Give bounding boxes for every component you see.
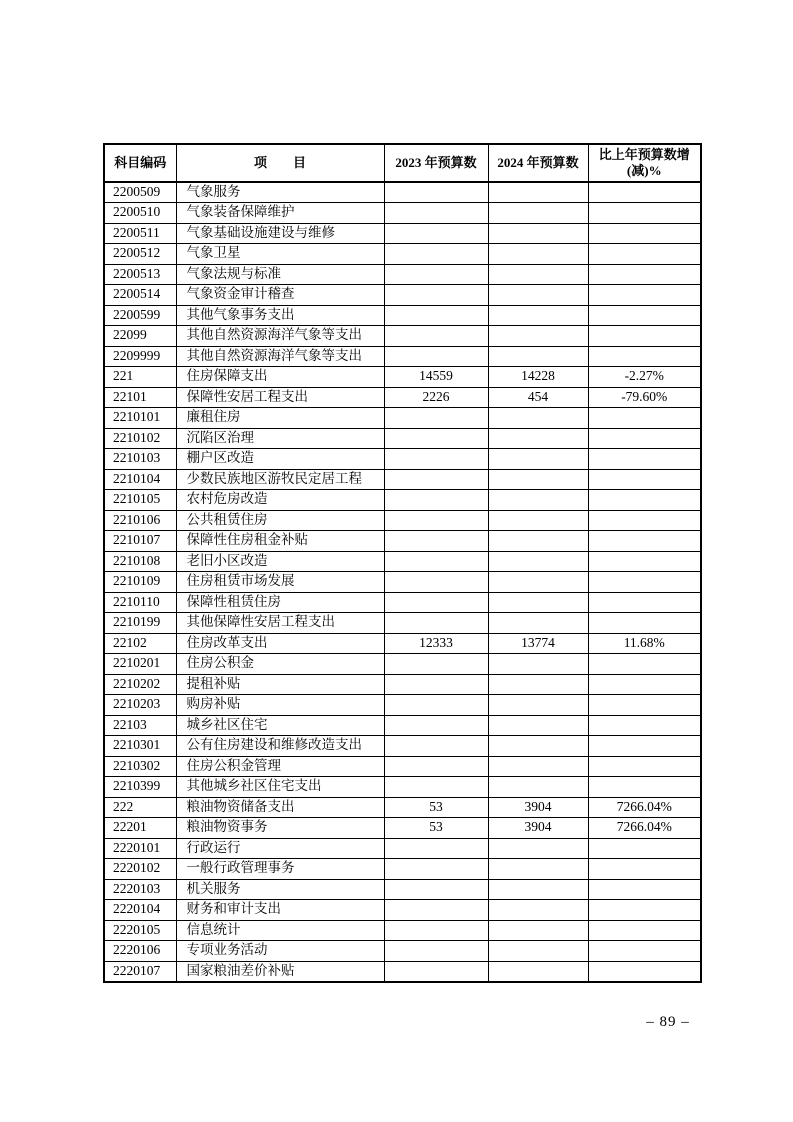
code-cell: 2200512	[104, 244, 176, 265]
table-row	[104, 674, 701, 695]
budget-2023-cell	[384, 920, 488, 941]
change-cell	[588, 736, 701, 757]
change-cell	[588, 715, 701, 736]
table-row	[104, 531, 701, 552]
change-cell	[588, 531, 701, 552]
budget-2023-cell	[384, 244, 488, 265]
change-cell	[588, 592, 701, 613]
change-cell	[588, 654, 701, 675]
budget-2023-cell	[384, 531, 488, 552]
budget-2024-cell	[488, 223, 588, 244]
code-cell: 2220105	[104, 920, 176, 941]
change-cell: 7266.04%	[588, 818, 701, 839]
budget-2024-cell	[488, 531, 588, 552]
item-cell: 气象法规与标准	[176, 264, 384, 285]
table-row	[104, 264, 701, 285]
code-cell: 2210203	[104, 695, 176, 716]
code-cell: 22201	[104, 818, 176, 839]
budget-2024-cell	[488, 695, 588, 716]
budget-2023-cell	[384, 736, 488, 757]
table-row	[104, 346, 701, 367]
item-cell: 专项业务活动	[176, 941, 384, 962]
item-cell: 农村危房改造	[176, 490, 384, 511]
budget-2024-cell: 3904	[488, 818, 588, 839]
change-cell	[588, 941, 701, 962]
table-row	[104, 879, 701, 900]
header-item: 项 目	[176, 144, 384, 182]
code-cell: 2210108	[104, 551, 176, 572]
budget-2024-cell	[488, 879, 588, 900]
change-cell	[588, 244, 701, 265]
change-cell	[588, 510, 701, 531]
table-row	[104, 695, 701, 716]
budget-2024-cell	[488, 941, 588, 962]
code-cell: 2220106	[104, 941, 176, 962]
budget-2024-cell	[488, 736, 588, 757]
budget-2024-cell	[488, 449, 588, 470]
budget-2024-cell	[488, 900, 588, 921]
budget-2023-cell	[384, 551, 488, 572]
budget-2023-cell	[384, 941, 488, 962]
code-cell: 2220102	[104, 859, 176, 880]
item-cell: 其他城乡社区住宅支出	[176, 777, 384, 798]
item-cell: 一般行政管理事务	[176, 859, 384, 880]
budget-2024-cell	[488, 346, 588, 367]
change-cell	[588, 859, 701, 880]
code-cell: 2200509	[104, 182, 176, 203]
code-cell: 2200514	[104, 285, 176, 306]
item-cell: 气象资金审计稽查	[176, 285, 384, 306]
item-cell: 住房公积金管理	[176, 756, 384, 777]
change-cell: -2.27%	[588, 367, 701, 388]
code-cell: 2200599	[104, 305, 176, 326]
change-cell	[588, 182, 701, 203]
change-cell	[588, 264, 701, 285]
table-row	[104, 613, 701, 634]
table-row	[104, 633, 701, 654]
budget-2023-cell	[384, 510, 488, 531]
budget-2024-cell	[488, 592, 588, 613]
code-cell: 2210202	[104, 674, 176, 695]
code-cell: 2210201	[104, 654, 176, 675]
budget-2023-cell	[384, 900, 488, 921]
code-cell: 22101	[104, 387, 176, 408]
table-row	[104, 469, 701, 490]
budget-2024-cell	[488, 469, 588, 490]
budget-2023-cell	[384, 572, 488, 593]
table-row	[104, 408, 701, 429]
header-change	[588, 144, 701, 182]
item-cell: 其他自然资源海洋气象等支出	[176, 326, 384, 347]
table-header	[104, 144, 701, 182]
budget-2023-cell	[384, 654, 488, 675]
budget-2024-cell	[488, 428, 588, 449]
budget-2023-cell	[384, 223, 488, 244]
budget-2024-cell: 454	[488, 387, 588, 408]
header-budget-2024: 2024 年预算数	[488, 144, 588, 182]
budget-2023-cell	[384, 326, 488, 347]
item-cell: 住房保障支出	[176, 367, 384, 388]
budget-2024-cell	[488, 920, 588, 941]
budget-2023-cell	[384, 203, 488, 224]
change-cell	[588, 551, 701, 572]
code-cell: 2220104	[104, 900, 176, 921]
change-cell	[588, 449, 701, 470]
change-cell	[588, 346, 701, 367]
table-row	[104, 367, 701, 388]
item-cell: 国家粮油差价补贴	[176, 961, 384, 982]
table-row	[104, 715, 701, 736]
budget-2023-cell	[384, 613, 488, 634]
code-cell: 22103	[104, 715, 176, 736]
code-cell: 2200511	[104, 223, 176, 244]
change-cell	[588, 428, 701, 449]
code-cell: 2220103	[104, 879, 176, 900]
change-cell	[588, 777, 701, 798]
change-cell	[588, 961, 701, 982]
table-row	[104, 449, 701, 470]
budget-2024-cell	[488, 674, 588, 695]
code-cell: 2210110	[104, 592, 176, 613]
item-cell: 保障性租赁住房	[176, 592, 384, 613]
table-row	[104, 387, 701, 408]
budget-2023-cell: 14559	[384, 367, 488, 388]
item-cell: 提租补贴	[176, 674, 384, 695]
item-cell: 其他保障性安居工程支出	[176, 613, 384, 634]
budget-2024-cell	[488, 572, 588, 593]
budget-2024-cell: 13774	[488, 633, 588, 654]
table-header-row	[104, 144, 701, 182]
code-cell: 2210199	[104, 613, 176, 634]
budget-2023-cell	[384, 469, 488, 490]
change-cell	[588, 326, 701, 347]
budget-2023-cell	[384, 859, 488, 880]
budget-2023-cell	[384, 285, 488, 306]
table-row	[104, 654, 701, 675]
table-row	[104, 305, 701, 326]
change-cell	[588, 469, 701, 490]
budget-2023-cell	[384, 756, 488, 777]
item-cell: 信息统计	[176, 920, 384, 941]
change-cell	[588, 305, 701, 326]
item-cell: 公共租赁住房	[176, 510, 384, 531]
code-cell: 2210399	[104, 777, 176, 798]
item-cell: 购房补贴	[176, 695, 384, 716]
code-cell: 2210302	[104, 756, 176, 777]
budget-2023-cell	[384, 428, 488, 449]
budget-2023-cell	[384, 961, 488, 982]
budget-2024-cell	[488, 244, 588, 265]
budget-2024-cell	[488, 654, 588, 675]
code-cell: 2210102	[104, 428, 176, 449]
item-cell: 财务和审计支出	[176, 900, 384, 921]
budget-2023-cell	[384, 674, 488, 695]
budget-2023-cell	[384, 695, 488, 716]
item-cell: 少数民族地区游牧民定居工程	[176, 469, 384, 490]
header-code: 科目编码	[104, 144, 176, 182]
budget-2024-cell	[488, 613, 588, 634]
budget-2023-cell	[384, 592, 488, 613]
budget-2023-cell	[384, 182, 488, 203]
change-cell: 7266.04%	[588, 797, 701, 818]
change-cell	[588, 838, 701, 859]
budget-2024-cell	[488, 838, 588, 859]
budget-2023-cell: 12333	[384, 633, 488, 654]
table-row	[104, 572, 701, 593]
table-body	[104, 182, 701, 982]
table-row	[104, 592, 701, 613]
budget-2023-cell	[384, 490, 488, 511]
budget-2024-cell	[488, 510, 588, 531]
code-cell: 2210106	[104, 510, 176, 531]
table-row	[104, 961, 701, 982]
item-cell: 机关服务	[176, 879, 384, 900]
item-cell: 住房租赁市场发展	[176, 572, 384, 593]
table-row	[104, 900, 701, 921]
change-cell	[588, 674, 701, 695]
table-row	[104, 182, 701, 203]
table-row	[104, 920, 701, 941]
change-cell	[588, 756, 701, 777]
code-cell: 2210107	[104, 531, 176, 552]
table-row	[104, 510, 701, 531]
item-cell: 老旧小区改造	[176, 551, 384, 572]
table-row	[104, 941, 701, 962]
table-row	[104, 797, 701, 818]
change-cell	[588, 613, 701, 634]
code-cell: 2200513	[104, 264, 176, 285]
header-change-line1: 比上年预算数增	[598, 146, 690, 162]
code-cell: 2209999	[104, 346, 176, 367]
change-cell	[588, 203, 701, 224]
item-cell: 沉陷区治理	[176, 428, 384, 449]
budget-2024-cell	[488, 264, 588, 285]
budget-2023-cell	[384, 305, 488, 326]
table-row	[104, 838, 701, 859]
code-cell: 22102	[104, 633, 176, 654]
budget-2024-cell	[488, 490, 588, 511]
change-cell	[588, 408, 701, 429]
budget-2023-cell	[384, 838, 488, 859]
code-cell: 2210301	[104, 736, 176, 757]
page-number: – 89 –	[646, 1014, 690, 1030]
budget-2024-cell	[488, 756, 588, 777]
change-cell	[588, 879, 701, 900]
budget-2024-cell: 3904	[488, 797, 588, 818]
budget-2024-cell	[488, 715, 588, 736]
budget-2024-cell	[488, 859, 588, 880]
table-row	[104, 203, 701, 224]
code-cell: 2200510	[104, 203, 176, 224]
budget-2023-cell	[384, 449, 488, 470]
budget-2024-cell	[488, 961, 588, 982]
code-cell: 2210103	[104, 449, 176, 470]
change-cell: -79.60%	[588, 387, 701, 408]
code-cell: 2210105	[104, 490, 176, 511]
header-budget-2023: 2023 年预算数	[384, 144, 488, 182]
code-cell: 2210101	[104, 408, 176, 429]
item-cell: 廉租住房	[176, 408, 384, 429]
budget-2023-cell	[384, 408, 488, 429]
budget-2024-cell	[488, 326, 588, 347]
item-cell: 其他自然资源海洋气象等支出	[176, 346, 384, 367]
item-cell: 保障性住房租金补贴	[176, 531, 384, 552]
item-cell: 气象基础设施建设与维修	[176, 223, 384, 244]
budget-2024-cell	[488, 551, 588, 572]
table-row	[104, 756, 701, 777]
change-cell	[588, 285, 701, 306]
table-row	[104, 818, 701, 839]
budget-2023-cell: 53	[384, 797, 488, 818]
item-cell: 公有住房建设和维修改造支出	[176, 736, 384, 757]
table-row	[104, 736, 701, 757]
item-cell: 棚户区改造	[176, 449, 384, 470]
item-cell: 行政运行	[176, 838, 384, 859]
change-cell	[588, 490, 701, 511]
budget-2024-cell	[488, 182, 588, 203]
item-cell: 其他气象事务支出	[176, 305, 384, 326]
table-row	[104, 428, 701, 449]
budget-2024-cell	[488, 408, 588, 429]
table-row	[104, 223, 701, 244]
budget-2024-cell	[488, 777, 588, 798]
budget-2024-cell	[488, 305, 588, 326]
item-cell: 气象卫星	[176, 244, 384, 265]
table-row	[104, 859, 701, 880]
table-row	[104, 490, 701, 511]
budget-2023-cell: 53	[384, 818, 488, 839]
item-cell: 粮油物资储备支出	[176, 797, 384, 818]
budget-2023-cell	[384, 715, 488, 736]
change-cell	[588, 920, 701, 941]
code-cell: 2210109	[104, 572, 176, 593]
change-cell	[588, 900, 701, 921]
item-cell: 保障性安居工程支出	[176, 387, 384, 408]
budget-2023-cell	[384, 879, 488, 900]
header-change-line2: (减)%	[626, 163, 662, 178]
item-cell: 城乡社区住宅	[176, 715, 384, 736]
item-cell: 气象服务	[176, 182, 384, 203]
table-row	[104, 244, 701, 265]
item-cell: 住房公积金	[176, 654, 384, 675]
code-cell: 2220101	[104, 838, 176, 859]
change-cell: 11.68%	[588, 633, 701, 654]
code-cell: 22099	[104, 326, 176, 347]
budget-2023-cell	[384, 264, 488, 285]
budget-table	[103, 143, 702, 983]
code-cell: 2220107	[104, 961, 176, 982]
budget-2024-cell	[488, 285, 588, 306]
table-row	[104, 777, 701, 798]
table-row	[104, 285, 701, 306]
code-cell: 221	[104, 367, 176, 388]
item-cell: 粮油物资事务	[176, 818, 384, 839]
code-cell: 222	[104, 797, 176, 818]
table-row	[104, 326, 701, 347]
budget-2024-cell	[488, 203, 588, 224]
budget-2024-cell: 14228	[488, 367, 588, 388]
budget-2023-cell	[384, 346, 488, 367]
change-cell	[588, 572, 701, 593]
item-cell: 住房改革支出	[176, 633, 384, 654]
change-cell	[588, 223, 701, 244]
change-cell	[588, 695, 701, 716]
budget-2023-cell	[384, 777, 488, 798]
budget-2023-cell: 2226	[384, 387, 488, 408]
item-cell: 气象装备保障维护	[176, 203, 384, 224]
table-row	[104, 551, 701, 572]
code-cell: 2210104	[104, 469, 176, 490]
